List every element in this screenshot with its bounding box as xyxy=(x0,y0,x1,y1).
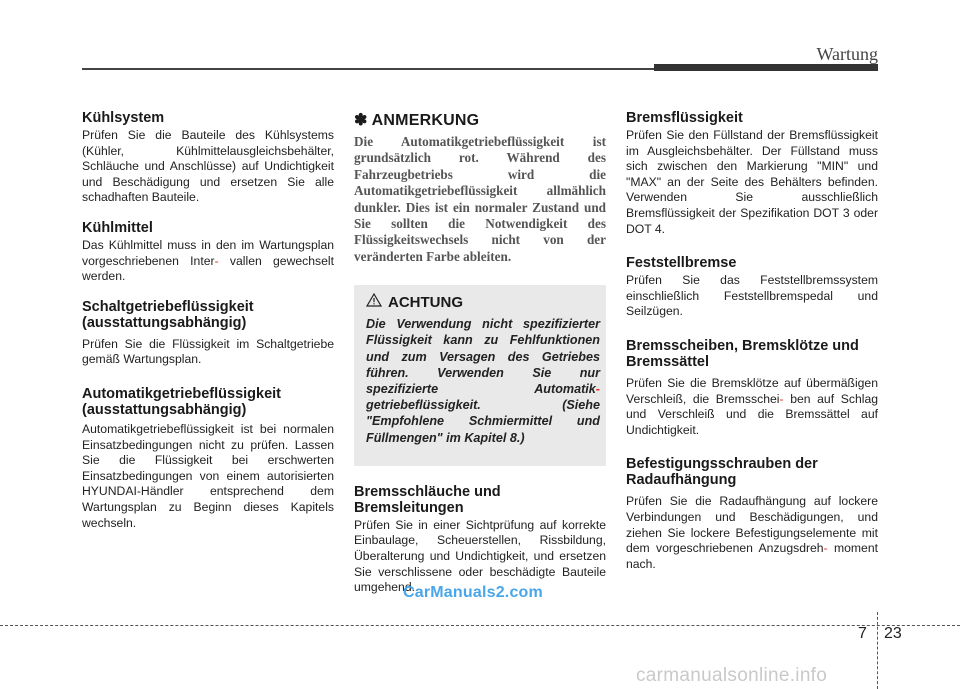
text-bremsscheiben: Prüfen Sie die Bremsklötze auf übermäßigen Verschleiß, die Bremsschei- ben auf Schlag und Verschleiß und die Bremssättel auf Undichtigkeit. xyxy=(626,375,878,437)
column-middle xyxy=(354,110,606,610)
heading-schaltgetriebe: Schaltgetriebeflüssigkeit (ausstattungsabhängig) xyxy=(82,298,254,331)
header-bar xyxy=(654,64,878,71)
heading-befestigungsschrauben: Befestigungsschrauben der Radaufhängung xyxy=(626,456,818,489)
hyphen-mark: - xyxy=(823,541,828,556)
heading-kuehlmittel: Kühlmittel xyxy=(82,219,153,236)
text-feststellbremse: Prüfen Sie das Feststellbremssystem einschließlich Feststellbremspedal und Seilzügen. xyxy=(626,273,878,319)
footer-divider xyxy=(877,612,878,689)
text-befestigungsschrauben: Prüfen Sie die Radaufhängung auf lockere Verbindungen und Beschädigungen, und ziehen Sie lockere Befestigungselemente mit dem vorgeschriebenen Anzugsdreh- moment nach. xyxy=(626,494,878,571)
source-watermark: carmanualsonline.info xyxy=(636,665,828,686)
page-number: 23 xyxy=(884,625,902,642)
heading-bremsschlaeuche: Bremsschläuche und Bremsleitungen xyxy=(354,483,501,516)
caution-text: Die Verwendung nicht spezifizierter Flüssigkeit kann zu Fehlfunktionen und zum Versagen des Getriebes führen. Verwenden Sie nur spezifizierte Automatik- getriebeflüssigkeit. (Siehe "Empfohlene Schmiermittel und Füllmengen" im Kapitel 8.) xyxy=(366,317,600,445)
warning-triangle-icon xyxy=(366,293,382,312)
column-left xyxy=(82,110,334,545)
heading-kuehlsystem: Kühlsystem xyxy=(82,110,165,126)
text-kuehlsystem: Prüfen Sie die Bauteile des Kühlsystems (Kühler, Kühlmittelausgleichsbehälter, Schläuche und Anschlüsse) auf Undichtigkeit und Beschädigung und ersetzen Sie alle schadhaften Bauteile. xyxy=(82,128,334,205)
text-bremsfluessigkeit: Prüfen Sie den Füllstand der Bremsflüssigkeit im Ausgleichsbehälter. Der Füllstand muss sich zwischen den Markierung "MIN" und "MAX" an der Seite des Behälters befinden. Verwenden Sie ausschließlich Bremsflüssigkeit der Spezifikation DOT 3 oder DOT 4. xyxy=(626,128,878,236)
note-text: Die Automatikgetriebeflüssigkeit ist grundsätzlich rot. Während des Fahrzeugbetriebs wird die Automatikgetriebeflüssigkeit allmählich dunkler. Dies ist ein normaler Zustand und Sie sollten die Notwendigkeit des Flüssigkeitswechsels nicht von der veränderten Farbe ableiten. xyxy=(354,134,606,264)
heading-automatikgetriebe: Automatikgetriebeflüssigkeit (ausstattungsabhängig) xyxy=(82,385,282,418)
chapter-number: 7 xyxy=(858,625,867,642)
note-title: ✽ ANMERKUNG xyxy=(354,112,480,129)
caution-box xyxy=(354,285,606,466)
hyphen-mark: - xyxy=(595,382,600,397)
watermark-link[interactable]: CarManuals2.com xyxy=(403,584,543,601)
heading-feststellbremse: Feststellbremse xyxy=(626,255,737,272)
footer-rule xyxy=(0,625,960,626)
header-rule xyxy=(82,68,654,70)
caution-title: ACHTUNG xyxy=(388,294,463,312)
heading-bremsfluessigkeit: Bremsflüssigkeit xyxy=(626,110,743,126)
hyphen-mark: - xyxy=(214,253,219,268)
text-bremsschlaeuche: Prüfen Sie in einer Sichtprüfung auf korrekte Einbaulage, Scheuerstellen, Rissbildung, Überalterung und Undichtigkeit, und ersetzen Sie verschlissene oder beschädigte Bauteile umgehend. xyxy=(354,517,606,595)
heading-bremsscheiben: Bremsscheiben, Bremsklötze und Bremssättel xyxy=(626,337,859,370)
text-schaltgetriebe: Prüfen Sie die Flüssigkeit im Schaltgetriebe gemäß Wartungsplan. xyxy=(82,336,334,367)
text-kuehlmittel: Das Kühlmittel muss in den im Wartungsplan vorgeschriebenen Inter- vallen gewechselt werden. xyxy=(82,237,334,284)
text-automatikgetriebe: Automatikgetriebeflüssigkeit ist bei normalen Einsatzbedingungen nicht zu prüfen. Lassen Sie die Flüssigkeit bei erschwerten Einsatzbedingungen von einem autorisierten HYUNDAI-Händler entsprechend dem Wartungsplan zu Beginn dieses Kapitels wechseln. xyxy=(82,421,334,530)
hyphen-mark: - xyxy=(779,391,784,406)
column-right xyxy=(626,110,878,586)
header-title: Wartung xyxy=(816,44,878,64)
